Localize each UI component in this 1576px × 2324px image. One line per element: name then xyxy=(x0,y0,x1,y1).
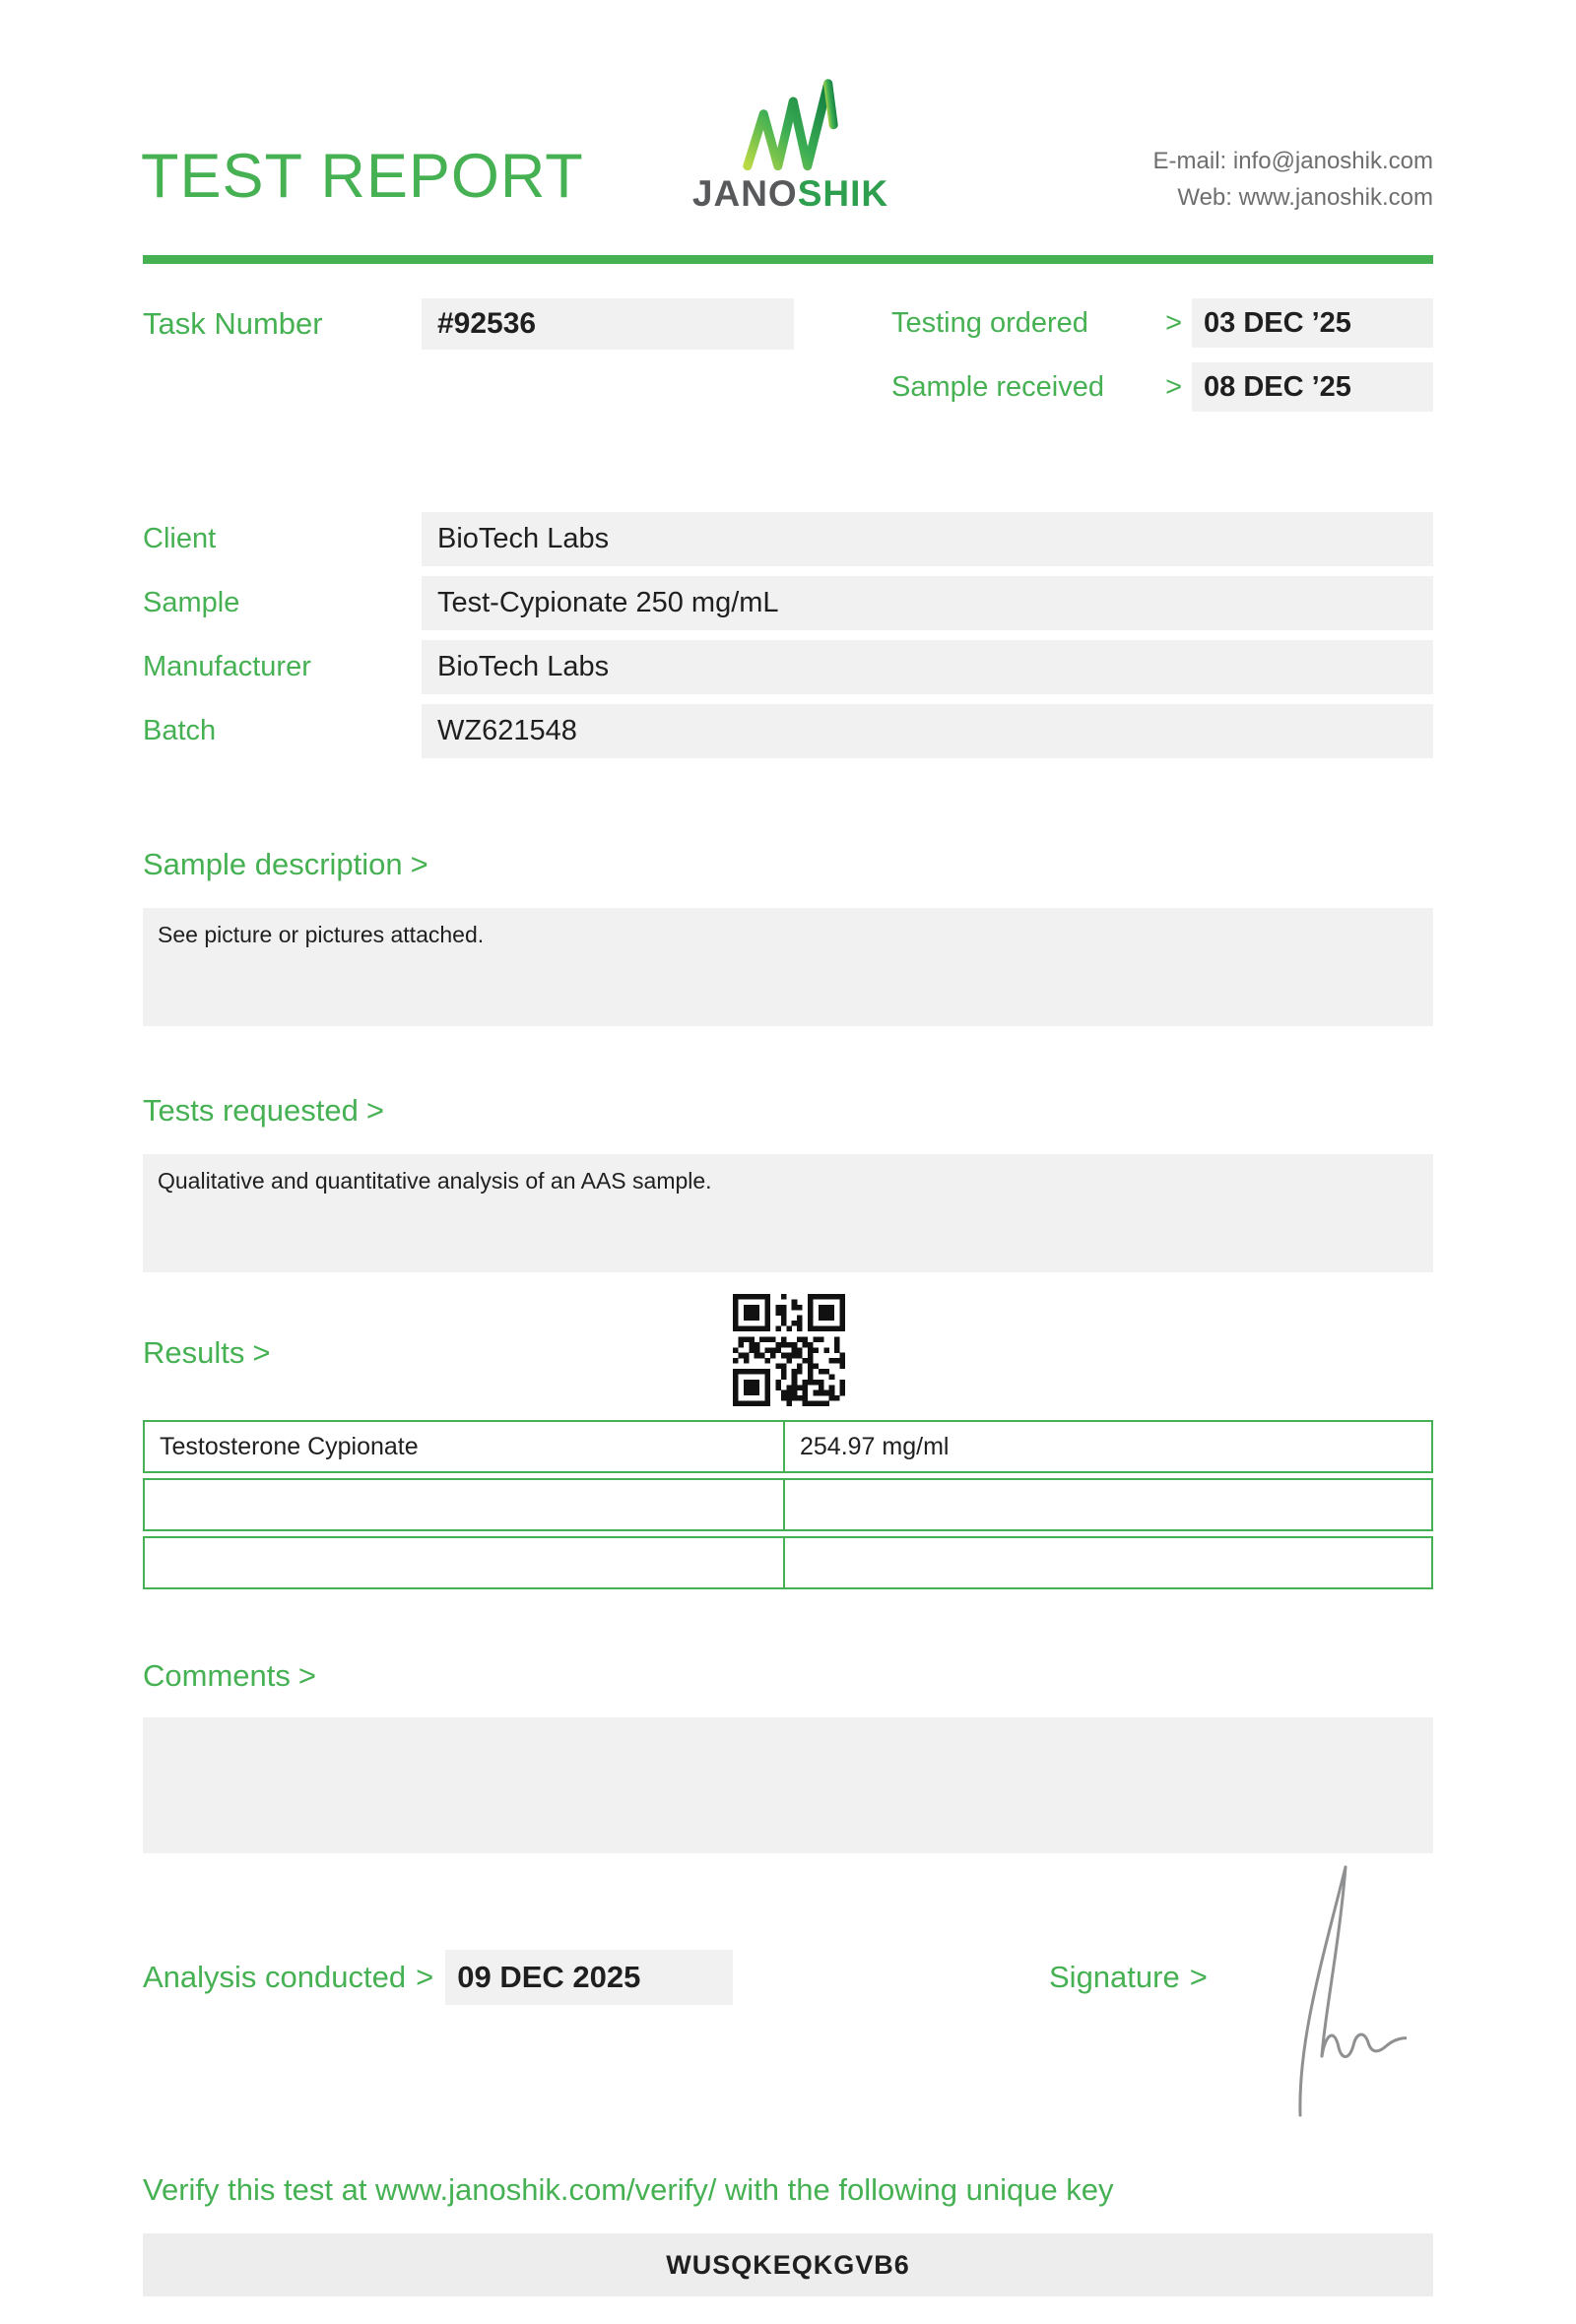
sample-received-label: Sample received xyxy=(891,370,1104,403)
header-divider xyxy=(143,255,1433,264)
sample-received-row xyxy=(891,362,1433,412)
comments-body xyxy=(143,1717,1433,1853)
chevron-right-icon: > xyxy=(1165,306,1182,339)
analysis-conducted-row xyxy=(143,1950,733,2005)
verify-instruction: Verify this test at www.janoshik.com/verify/ with the following unique key xyxy=(143,2172,1114,2207)
signature-label: Signature xyxy=(1049,1960,1180,1994)
chevron-right-icon: > xyxy=(410,847,428,881)
logo-wordmark: JANOSHIK xyxy=(691,173,889,214)
client-label: Client xyxy=(143,523,217,554)
testing-ordered-label: Testing ordered xyxy=(891,306,1088,339)
manufacturer-value: BioTech Labs xyxy=(422,640,1433,694)
sample-value: Test-Cypionate 250 mg/mL xyxy=(422,576,1433,630)
manufacturer-label: Manufacturer xyxy=(143,651,311,682)
task-number-value: #92536 xyxy=(422,298,794,350)
chevron-right-icon: > xyxy=(1165,370,1182,403)
result-value xyxy=(785,1480,1431,1529)
verify-key: WUSQKEQKGVB6 xyxy=(143,2233,1433,2296)
comments-heading: Comments > xyxy=(143,1658,316,1693)
chevron-right-icon: > xyxy=(297,1658,316,1693)
result-value: 254.97 mg/ml xyxy=(800,1432,950,1460)
janoshik-logo xyxy=(680,73,901,215)
result-row xyxy=(143,1478,1433,1531)
chevron-right-icon: > xyxy=(365,1093,384,1128)
testing-ordered-value: 03 DEC ’25 xyxy=(1192,298,1433,348)
signature-image xyxy=(1259,1853,1407,2124)
results-heading: Results > xyxy=(143,1335,271,1370)
analysis-conducted-label: Analysis conducted xyxy=(143,1960,407,1994)
sample-description-body: See picture or pictures attached. xyxy=(143,908,1433,1026)
result-row xyxy=(143,1420,1433,1473)
result-analyte: Testosterone Cypionate xyxy=(145,1422,785,1471)
batch-label: Batch xyxy=(143,715,217,746)
page-title: TEST REPORT xyxy=(141,142,584,211)
tests-requested-body: Qualitative and quantitative analysis of an AAS sample. xyxy=(143,1154,1433,1272)
chart-growth-icon xyxy=(680,73,901,171)
chevron-right-icon: > xyxy=(416,1960,434,1994)
tests-requested-heading: Tests requested > xyxy=(143,1093,384,1128)
chevron-right-icon: > xyxy=(252,1335,271,1370)
client-value: BioTech Labs xyxy=(422,512,1433,566)
chevron-right-icon: > xyxy=(1189,1960,1208,1994)
contact-block xyxy=(1153,143,1433,216)
result-analyte xyxy=(145,1538,785,1587)
task-number-label: Task Number xyxy=(143,306,323,341)
result-value xyxy=(785,1538,1431,1587)
contact-web: Web: www.janoshik.com xyxy=(1177,184,1433,211)
sample-description-heading: Sample description > xyxy=(143,847,428,881)
signature-row xyxy=(1049,1950,1219,2005)
analysis-conducted-value: 09 DEC 2025 xyxy=(445,1950,733,2005)
qr-code-image xyxy=(733,1294,845,1406)
result-analyte xyxy=(145,1480,785,1529)
contact-email: E-mail: info@janoshik.com xyxy=(1152,148,1433,174)
sample-label: Sample xyxy=(143,587,240,618)
batch-value: WZ621548 xyxy=(422,704,1433,758)
result-row xyxy=(143,1536,1433,1589)
sample-received-value: 08 DEC ’25 xyxy=(1192,362,1433,412)
testing-ordered-row xyxy=(891,298,1433,348)
